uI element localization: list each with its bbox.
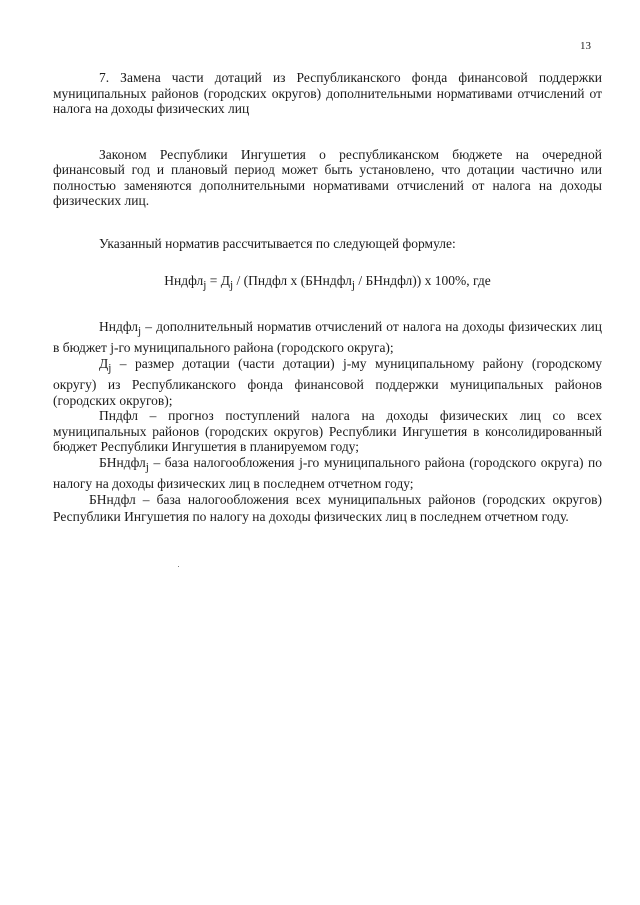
definition-term: Д [99, 355, 109, 371]
definition-term: БНндфл [99, 454, 146, 470]
definition-text: – база налогообложения j-го муниципального района (городского округа) по налогу на доходы физических лиц в последнем отчетном году; [53, 454, 602, 491]
formula-term: = Д [206, 273, 230, 288]
definition-term: Нндфл [99, 319, 138, 335]
definition-d-j [53, 356, 602, 408]
formula-subscript: j [203, 279, 207, 292]
definition-bnndfl-j [53, 455, 602, 492]
definition-text: – размер дотации (части дотации) j-му муниципальному району (городскому округу) из Республиканского фонда финансовой поддержки муниципальных районов (городских округов); [53, 355, 602, 408]
definition-text: – база налогообложения всех муниципальных районов (городских округов) Республики Ингушетия по налогу на доходы физических лиц в последнем отчетном году. [53, 492, 602, 525]
definition-subscript: j [145, 461, 149, 474]
definition-pndfl [53, 408, 602, 455]
section-heading: 7. Замена части дотаций из Республиканского фонда финансовой поддержки муниципальных районов (городских округов) дополнительными нормативами отчислений от налога на доходы физических лиц [53, 70, 602, 116]
law-paragraph: Законом Республики Ингушетия о республиканском бюджете на очередной финансовый год и плановый период может быть установлено, что дотации частично или полностью заменяются дополнительными нормативами отчислений от налога на доходы физических лиц. [53, 146, 602, 208]
page-number: 13 [580, 40, 591, 52]
definition-subscript: j [108, 362, 112, 375]
definition-bnndfl [53, 491, 602, 525]
formula-term: / (Пндфл х (БНндфл [233, 273, 352, 288]
definition-text: – дополнительный норматив отчислений от налога на доходы физических лиц в бюджет j-го муниципального района (городского округа); [53, 319, 602, 356]
definition-text: – прогноз поступлений налога на доходы физических лиц со всех муниципальных районов (городских округов) Республики Ингушетия в консолидированный бюджет Республики Ингушетия в планируемом году; [53, 408, 602, 455]
formula-term: Нндфл [164, 273, 204, 288]
formula-term: / БНндфл)) х 100%, где [355, 273, 491, 288]
scan-dot [178, 566, 179, 567]
formula-subscript: j [229, 279, 234, 292]
definition-nndfl-j [53, 319, 602, 356]
definition-term: Пндфл [99, 408, 138, 424]
formula-intro: Указанный норматив рассчитывается по следующей формуле: [99, 235, 456, 251]
document-body [53, 70, 602, 525]
definition-term: БНндфл [89, 492, 136, 508]
formula [53, 273, 602, 294]
definition-subscript: j [138, 325, 142, 338]
formula-subscript: j [351, 279, 355, 292]
